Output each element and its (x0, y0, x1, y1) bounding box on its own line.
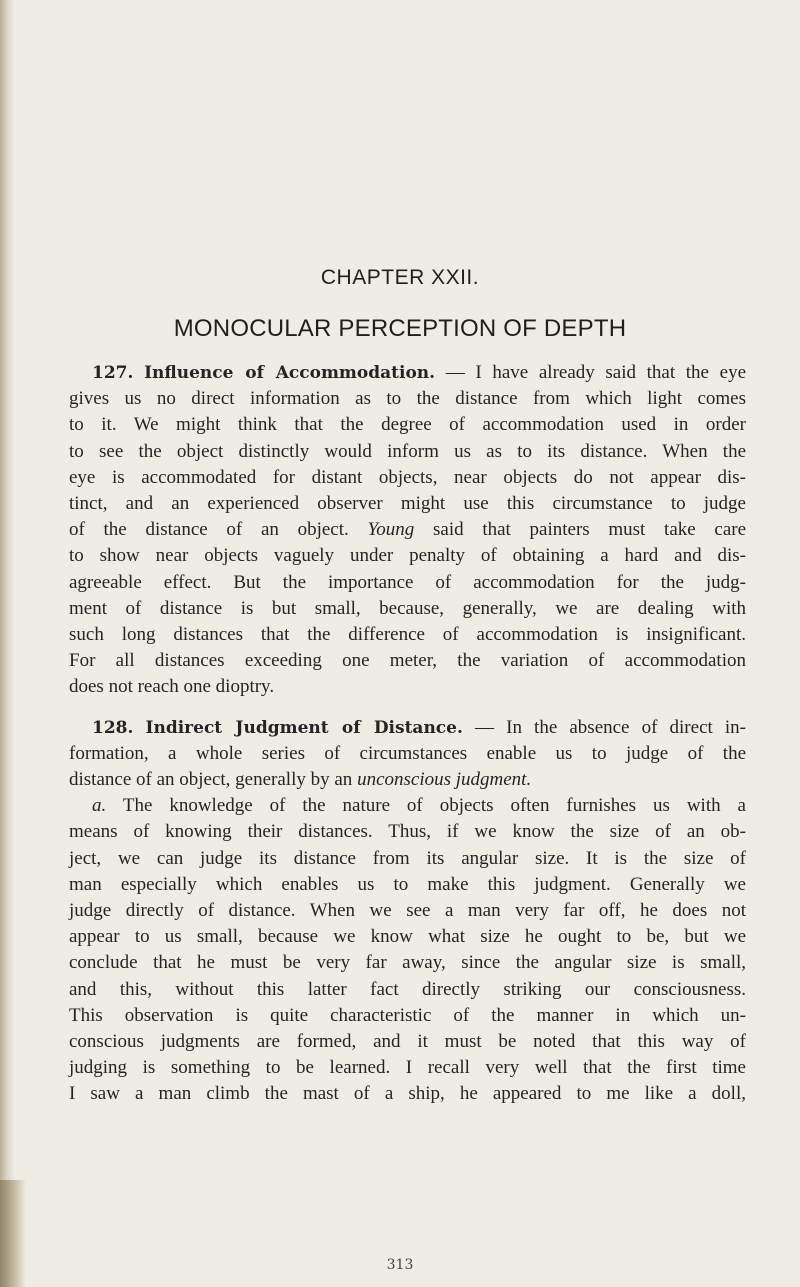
item-letter: a. (92, 795, 107, 817)
section-number: 128. (92, 717, 134, 738)
paragraph-line: to it. We might think that the degree of accommodation used in order (69, 414, 746, 436)
emphasis-name: Young (367, 519, 415, 541)
section-127 (69, 360, 746, 701)
section-spacer (69, 701, 746, 715)
chapter-number: CHAPTER XXII. (320, 266, 480, 289)
paragraph-line (69, 767, 746, 793)
line-text: — I have already said that the eye (435, 362, 747, 383)
section-heading: Indirect Judgment of Distance. (145, 717, 463, 738)
paragraph-line: and this, without this latter fact directly striking our consciousness. (69, 978, 746, 1000)
paragraph-line: formation, a whole series of circumstances enable us to judge of the (69, 742, 746, 764)
emphasis-phrase: unconscious judgment. (357, 769, 532, 791)
line-text: The knowledge of the nature of objects often furnishes us with a (106, 795, 746, 817)
paragraph-line: agreeable effect. But the importance of accommodation for the judg- (69, 571, 746, 593)
paragraph-line: For all distances exceeding one meter, the variation of accommodation (69, 650, 746, 672)
paragraph-line: I saw a man climb the mast of a ship, he appeared to me like a doll, (69, 1083, 746, 1105)
line-text: distance of an object, generally by an (69, 769, 358, 791)
paragraph-line: judge directly of distance. When we see a man very far off, he does not (69, 900, 746, 922)
paragraph-line: means of knowing their distances. Thus, if we know the size of an ob- (69, 821, 746, 843)
paragraph-line: judging is something to be learned. I recall very well that the first time (69, 1057, 746, 1079)
paragraph-line: such long distances that the difference of accommodation is insignificant. (69, 624, 746, 646)
paragraph-line (69, 715, 746, 741)
line-text: said that painters must take care (414, 519, 747, 541)
paragraph-line (69, 360, 746, 386)
paragraph-line: ject, we can judge its distance from its angular size. It is the size of (69, 847, 746, 869)
page-number: 313 (386, 1257, 414, 1273)
paragraph-line: man especially which enables us to make this judgment. Generally we (69, 873, 746, 895)
line-text: — In the absence of direct in- (462, 716, 746, 738)
paragraph-line: does not reach one dioptry. (69, 676, 275, 698)
paragraph-line (69, 517, 746, 543)
paragraph-line: eye is accommodated for distant objects, near objects do not appear dis- (69, 466, 746, 488)
section-number: 127. (92, 363, 134, 383)
section-heading: Influence of Accommodation. (144, 363, 436, 383)
paragraph-line: conclude that he must be very far away, since the angular size is small, (69, 952, 746, 974)
paragraph-line: to show near objects vaguely under penalty of obtaining a hard and dis- (69, 545, 746, 567)
line-text: of the distance of an object. (69, 519, 349, 541)
paragraph-line (69, 793, 746, 819)
paragraph-line: tinct, and an experienced observer might use this circumstance to judge (69, 493, 746, 515)
paragraph-line: This observation is quite characteristic of the manner in which un- (69, 1004, 746, 1026)
section-128 (69, 715, 746, 1108)
paragraph-line: ment of distance is but small, because, generally, we are dealing with (69, 597, 746, 619)
paragraph-line: appear to us small, because we know what size he ought to be, but we (69, 926, 746, 948)
chapter-title: MONOCULAR PERCEPTION OF DEPTH (173, 315, 627, 342)
paragraph-line: conscious judgments are formed, and it must be noted that this way of (69, 1031, 746, 1053)
paragraph-line: to see the object distinctly would inform us as to its distance. When the (69, 440, 746, 462)
paragraph-line: gives us no direct information as to the distance from which light comes (69, 388, 746, 410)
body-text (69, 360, 746, 1108)
